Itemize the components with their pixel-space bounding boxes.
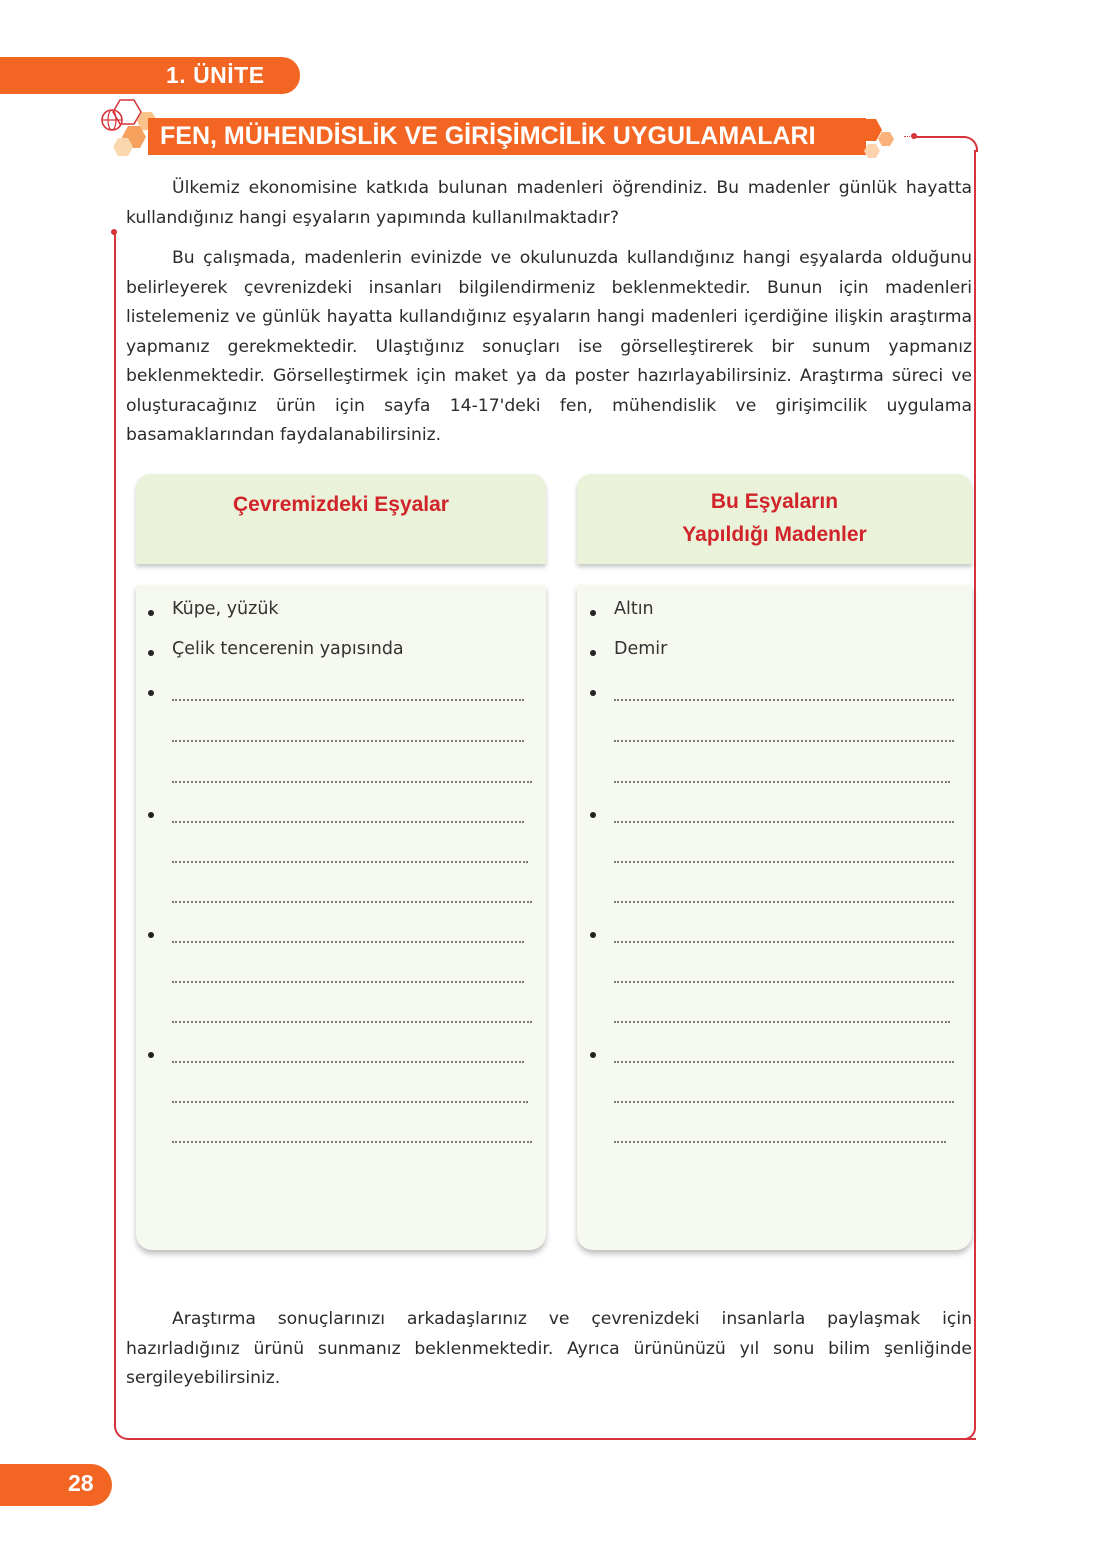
answer-line[interactable]: [148, 801, 538, 831]
frame-dot-top: [911, 133, 917, 139]
answer-line[interactable]: [590, 761, 964, 791]
dotted-line: [172, 821, 524, 823]
dotted-line: [614, 821, 954, 823]
section-title-bar: [148, 118, 866, 155]
dotted-line: [172, 861, 528, 863]
dotted-line: [614, 1101, 954, 1103]
dotted-line: [614, 740, 954, 742]
dotted-line: [172, 1021, 532, 1023]
right-column-title-line-1: Bu Eşyaların: [710, 490, 839, 513]
section-title: FEN, MÜHENDİSLİK VE GİRİŞİMCİLİK UYGULAMALARI: [160, 122, 816, 150]
dotted-line: [614, 1061, 954, 1063]
bullet: [148, 610, 154, 616]
dotted-line: [614, 1141, 946, 1143]
list-item-text: Altın: [614, 599, 654, 619]
right-column-body: [577, 585, 972, 1250]
answer-line[interactable]: [148, 720, 538, 750]
bullet: [590, 1052, 596, 1058]
left-column-body: [136, 585, 546, 1250]
answer-line[interactable]: [590, 921, 964, 951]
dotted-line: [614, 981, 954, 983]
answer-line[interactable]: [148, 1081, 538, 1111]
dotted-line: [614, 1021, 950, 1023]
frame-dot-left: [111, 229, 117, 235]
bullet: [148, 812, 154, 818]
list-item-text: Çelik tencerenin yapısında: [172, 639, 404, 659]
dotted-line: [172, 941, 524, 943]
answer-line[interactable]: [148, 961, 538, 991]
dotted-line: [172, 1101, 528, 1103]
unit-label: 1. ÜNİTE: [166, 62, 265, 88]
list-item-text: Küpe, yüzük: [172, 599, 279, 619]
frame-top-corner: [914, 136, 978, 152]
bullet: [590, 610, 596, 616]
bullet: [590, 690, 596, 696]
answer-line[interactable]: [148, 679, 538, 709]
page-number-tab: [0, 1464, 112, 1506]
bullet: [148, 690, 154, 696]
frame-right-edge: [974, 150, 976, 1426]
answer-line[interactable]: [590, 720, 964, 750]
left-column-title: Çevremizdeki Eşyalar: [233, 493, 449, 516]
unit-tab: [0, 57, 300, 94]
answer-line[interactable]: [148, 1121, 538, 1151]
answer-line[interactable]: [590, 1121, 964, 1151]
hexagon-decoration-icon: [856, 118, 906, 158]
answer-line[interactable]: [148, 921, 538, 951]
dotted-line: [614, 941, 954, 943]
dotted-line: [614, 699, 954, 701]
answer-line[interactable]: [148, 881, 538, 911]
right-column-title-line-2: Yapıldığı Madenler: [682, 523, 867, 546]
dotted-line: [172, 699, 524, 701]
bullet: [590, 812, 596, 818]
intro-paragraph-1: Ülkemiz ekonomisine katkıda bulunan madenleri öğrendiniz. Bu madenler günlük hayatta kullandığınız hangi eşyaların yapımında kullanılmaktadır?: [126, 178, 972, 228]
bullet: [590, 650, 596, 656]
page-number: 28: [68, 1470, 94, 1496]
dotted-line: [614, 901, 954, 903]
left-column-header: [136, 474, 546, 564]
answer-line[interactable]: [590, 881, 964, 911]
answer-line[interactable]: [590, 1001, 964, 1031]
dotted-line: [614, 861, 954, 863]
dotted-line: [172, 981, 524, 983]
frame-bottom-edge: [128, 1438, 976, 1440]
bullet: [148, 932, 154, 938]
answer-line[interactable]: [590, 961, 964, 991]
right-column-header: [577, 474, 972, 564]
answer-line[interactable]: [148, 1041, 538, 1071]
answer-line[interactable]: [148, 841, 538, 871]
answer-line[interactable]: [590, 801, 964, 831]
answer-line[interactable]: [148, 1001, 538, 1031]
answer-line[interactable]: [590, 1041, 964, 1071]
bullet: [590, 932, 596, 938]
bullet: [148, 650, 154, 656]
closing-paragraph: Araştırma sonuçlarınızı arkadaşlarınız ve çevrenizdeki insanlarla paylaşmak için hazırladığınız ürünü sunmanız beklenmektedir. Ayrıca ürününüzü yıl sonu bilim şenliğinde sergileyebilirsiniz.: [126, 1309, 972, 1388]
intro-paragraph-2: Bu çalışmada, madenlerin evinizde ve okulunuzda kullandığınız hangi eşyalarda olduğunu belirleyerek çevrenizdeki insanları bilgilendirmeniz beklenmektedir. Bunun için madenleri listelemeniz ve günlük hayatta kullandığınız eşyaların hangi madenleri içerdiğine ilişkin araştırma yapmanız gerekmektedir. Ulaştığınız sonuçları ise görselleştirerek bir sunum yapmanız beklenmektedir. Görselleştirmek için maket ya da poster hazırlayabilirsiniz. Araştırma süreci ve oluşturacağınız ürün için sayfa 14-17'deki fen, mühendislik ve girişimcilik uygulama basamaklarından faydalanabilirsiniz.: [126, 248, 972, 445]
list-item-text: Demir: [614, 639, 668, 659]
dotted-line: [172, 740, 524, 742]
dotted-line: [172, 1061, 524, 1063]
dotted-line: [614, 781, 950, 783]
dotted-line: [172, 901, 532, 903]
answer-line[interactable]: [590, 679, 964, 709]
answer-line[interactable]: [148, 761, 538, 791]
bullet: [148, 1052, 154, 1058]
dotted-line: [172, 781, 532, 783]
answer-line[interactable]: [590, 841, 964, 871]
answer-line[interactable]: [590, 1081, 964, 1111]
dotted-line: [172, 1141, 532, 1143]
